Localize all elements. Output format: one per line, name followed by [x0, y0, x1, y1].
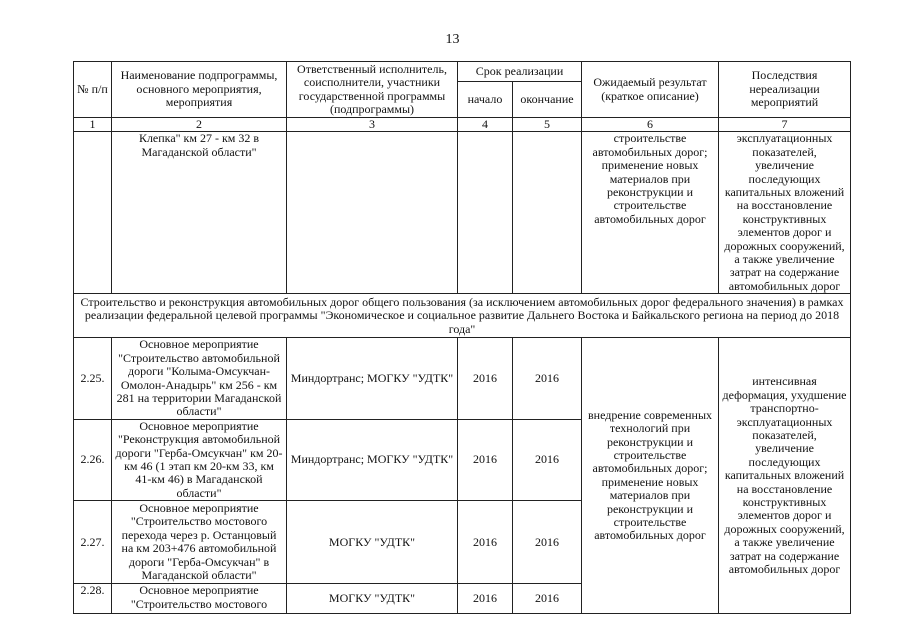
column-number: 7 [719, 118, 851, 132]
row-responsible: Миндортранс; МОГКУ "УДТК" [287, 338, 458, 419]
header-result: Ожидаемый результат (краткое описание) [582, 62, 719, 118]
row-number: 2.27. [74, 501, 112, 584]
row-name: Основное мероприятие "Строительство мостового перехода через р. Останцовый на км 203+476 автомобильной дороги "Герба-Омсукчан" в Магаданской области" [112, 501, 287, 584]
page-number: 13 [445, 32, 460, 47]
cell-empty [513, 132, 582, 294]
header-row-1 [74, 62, 851, 82]
header-consequences: Последствия нереализации мероприятий [719, 62, 851, 118]
header-start: начало [458, 82, 513, 118]
row-responsible: МОГКУ "УДТК" [287, 501, 458, 584]
merged-consequences: интенсивная деформация, ухудшение транспортно-эксплуатационных показателей, увеличение последующих капитальных вложений на восстановление конструктивных элементов дорог и дорожных сооружений, а также увеличение затрат на содержание автомобильных дорог [719, 338, 851, 614]
column-number: 1 [74, 118, 112, 132]
table-row [74, 338, 851, 419]
header-name: Наименование подпрограммы, основного мероприятия, мероприятия [112, 62, 287, 118]
section-row [74, 294, 851, 338]
column-number: 2 [112, 118, 287, 132]
cell-empty [287, 132, 458, 294]
header-period: Срок реализации [458, 62, 582, 82]
row-start-year: 2016 [458, 338, 513, 419]
continuation-consequences: эксплуатационных показателей, увеличение последующих капитальных вложений на восстановление конструктивных элементов дорог и дорожных сооружений, а также увеличение затрат на содержание автомобильных дорог [719, 132, 851, 294]
column-number: 5 [513, 118, 582, 132]
row-end-year: 2016 [513, 338, 582, 419]
program-table [73, 61, 851, 614]
cell-empty [74, 132, 112, 294]
continuation-result: строительстве автомобильных дорог; применение новых материалов при реконструкции и строительстве автомобильных дорог [582, 132, 719, 294]
cell-empty [458, 132, 513, 294]
row-end-year: 2016 [513, 584, 582, 614]
merged-result: внедрение современных технологий при реконструкции и строительстве автомобильных дорог; применение новых материалов при реконструкции и строительстве автомобильных дорог [582, 338, 719, 614]
row-name: Основное мероприятие "Реконструкция автомобильной дороги "Герба-Омсукчан" км 20-км 46 (1 этап км 20-км 33, км 41-км 46) в Магаданской области" [112, 419, 287, 500]
row-name: Основное мероприятие "Строительство автомобильной дороги "Колыма-Омсукчан-Омолон-Анадырь" км 256 - км 281 на территории Магаданской области" [112, 338, 287, 419]
column-number: 6 [582, 118, 719, 132]
header-end: окончание [513, 82, 582, 118]
header-num: № п/п [74, 62, 112, 118]
row-number: 2.28. [74, 584, 112, 614]
continuation-name: Клепка" км 27 - км 32 в Магаданской области" [112, 132, 287, 294]
section-title: Строительство и реконструкция автомобильных дорог общего пользования (за исключением автомобильных дорог федерального значения) в рамках реализации федеральной целевой программы "Экономическое и социальное развитие Дальнего Востока и Байкальского региона на период до 2018 года" [74, 294, 851, 338]
row-number: 2.26. [74, 419, 112, 500]
row-start-year: 2016 [458, 584, 513, 614]
continuation-row [74, 132, 851, 294]
column-number: 4 [458, 118, 513, 132]
row-start-year: 2016 [458, 501, 513, 584]
row-end-year: 2016 [513, 419, 582, 500]
row-name: Основное мероприятие "Строительство мостового [112, 584, 287, 614]
row-responsible: МОГКУ "УДТК" [287, 584, 458, 614]
row-start-year: 2016 [458, 419, 513, 500]
column-numbers-row [74, 118, 851, 132]
header-responsible: Ответственный исполнитель, соисполнители, участники государственной программы (подпрограммы) [287, 62, 458, 118]
column-number: 3 [287, 118, 458, 132]
row-end-year: 2016 [513, 501, 582, 584]
row-responsible: Миндортранс; МОГКУ "УДТК" [287, 419, 458, 500]
row-number: 2.25. [74, 338, 112, 419]
